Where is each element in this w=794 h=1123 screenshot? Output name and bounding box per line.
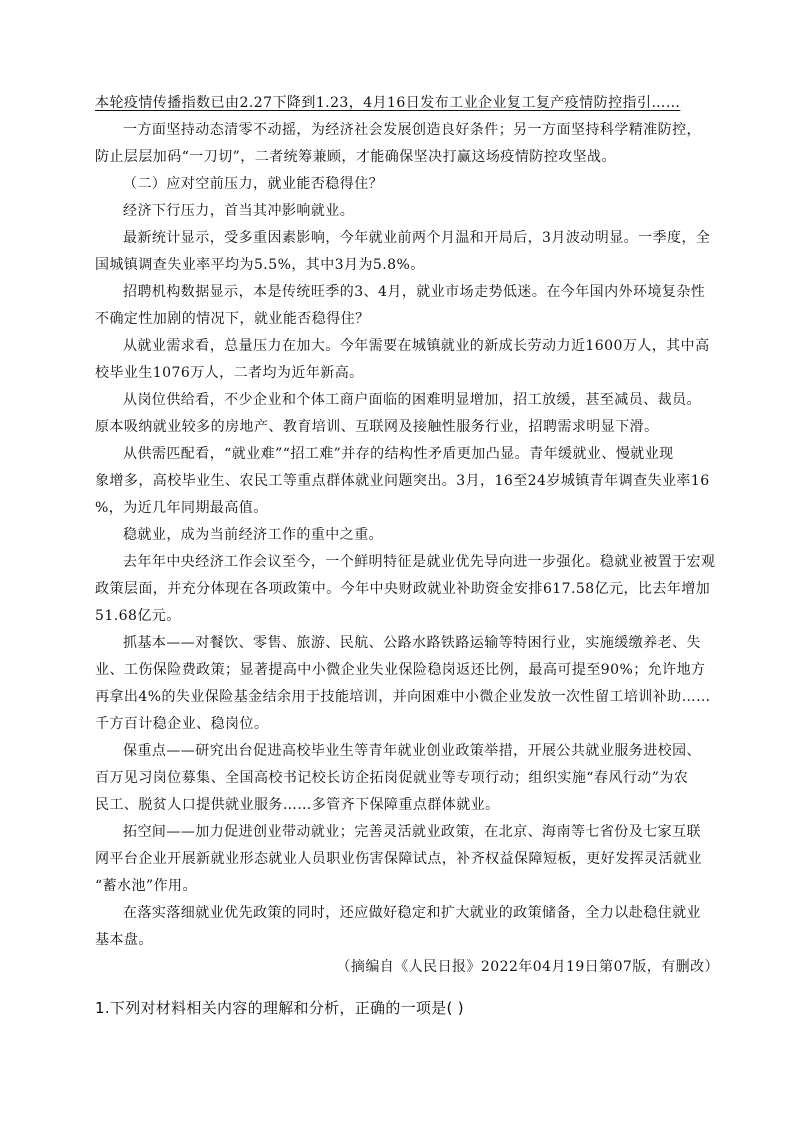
article-line: 一方面坚持动态清零不动摇，为经济社会发展创造良好条件；另一方面坚持科学精准防控，: [123, 122, 701, 138]
article-line: 校毕业生1076万人，二者均为近年新高。: [95, 365, 364, 381]
question-text: 1.下列对材料相关内容的理解和分析，正确的一项是( ): [95, 999, 464, 1017]
article-line: 千方百计稳企业、稳岗位。: [95, 716, 269, 732]
article-line: 民工、脱贫人口提供就业服务……多管齐下保障重点群体就业。: [95, 797, 500, 813]
article-line: 业、工伤保险费政策；显著提高中小微企业失业保险稳岗返还比例，最高可提至90%；允许地方: [95, 662, 706, 678]
article-line: 防止层层加码“一刀切”，二者统筹兼顾，才能确保坚决打赢这场疫情防控攻坚战。: [95, 149, 616, 165]
article-line: 从就业需求看，总量压力在加大。今年需要在城镇就业的新成长劳动力近1600万人，其中高: [123, 338, 710, 354]
source-citation: （摘编自《人民日报》2022年04月19日第07版，有删改）: [336, 959, 719, 975]
article-line: 抓基本——对餐饮、零售、旅游、民航、公路水路铁路运输等特困行业，实施缓缴养老、失: [123, 635, 701, 651]
article-line: 原本吸纳就业较多的房地产、教育培训、互联网及接触性服务行业，招聘需求明显下滑。: [95, 419, 659, 435]
article-line: 本轮疫情传播指数已由2.27下降到1.23，4月16日发布工业企业复工复产疫情防控指引……: [95, 95, 681, 111]
article-line: 象增多，高校毕业生、农民工等重点群体就业问题突出。3月，16至24岁城镇青年调查失业率16: [95, 473, 710, 489]
article-line: 从供需匹配看，“就业难”“招工难”并存的结构性矛盾更加凸显。青年缓就业、慢就业现: [123, 446, 674, 462]
article-line: 经济下行压力，首当其冲影响就业。: [123, 203, 355, 219]
article-line: 招聘机构数据显示，本是传统旺季的3、4月，就业市场走势低迷。在今年国内外环境复杂性: [123, 284, 706, 300]
article-line: %，为近几年同期最高值。: [95, 500, 268, 516]
article-line: 国城镇调查失业率平均为5.5%，其中3月为5.8%。: [95, 257, 425, 273]
article-line: 在落实落细就业优先政策的同时，还应做好稳定和扩大就业的政策储备，全力以赴稳住就业: [123, 905, 701, 921]
article-line: 从岗位供给看，不少企业和个体工商户面临的困难明显增加，招工放缓，甚至减员、裁员。: [123, 392, 701, 408]
article-line: 最新统计显示，受多重因素影响，今年就业前两个月温和开局后，3月波动明显。一季度，全: [123, 230, 711, 246]
article-line: 去年年中央经济工作会议至今，一个鲜明特征是就业优先导向进一步强化。稳就业被置于宏观: [123, 554, 716, 570]
article-body: [95, 94, 720, 976]
article-line: 网平台企业开展新就业形态就业人员职业伤害保障试点，补齐权益保障短板，更好发挥灵活就业: [95, 851, 702, 867]
article-line: “蓄水池”作用。: [95, 878, 197, 894]
article-line: 拓空间——加力促进创业带动就业；完善灵活就业政策，在北京、海南等七省份及七家互联: [123, 824, 701, 840]
article-line: 51.68亿元。: [95, 608, 181, 624]
article-line: 再拿出4%的失业保险基金结余用于技能培训，并向困难中小微企业发放一次性留工培训补助……: [95, 689, 711, 705]
article-line: 基本盘。: [95, 932, 153, 948]
article-line: 保重点——研究出台促进高校毕业生等青年就业创业政策举措，开展公共就业服务进校园、: [123, 743, 701, 759]
article-line: 政策层面，并充分体现在各项政策中。今年中央财政就业补助资金安排617.58亿元，比去年增加: [95, 581, 711, 597]
article-line: 稳就业，成为当前经济工作的重中之重。: [123, 527, 384, 543]
section-heading: （二）应对空前压力，就业能否稳得住？: [123, 176, 384, 192]
article-line: 百万见习岗位募集、全国高校书记校长访企拓岗促就业等专项行动；组织实施“春风行动”为农: [95, 770, 689, 786]
article-line: 不确定性加剧的情况下，就业能否稳得住？: [95, 311, 370, 327]
